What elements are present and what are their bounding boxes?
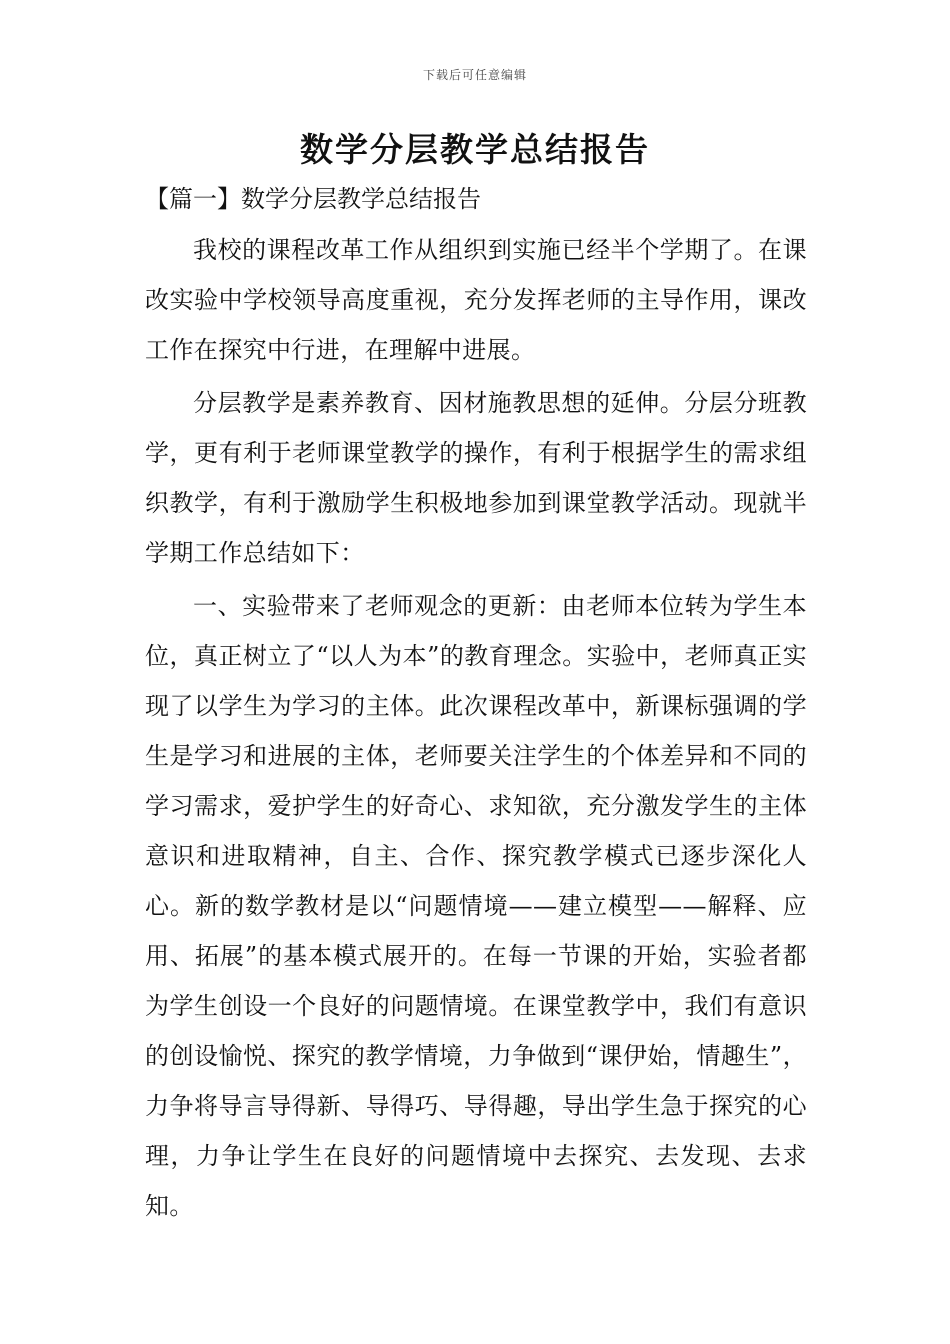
paragraph-2: 分层教学是素养教育、因材施教思想的延伸。分层分班教学，更有利于老师课堂教学的操作，有利于根据学生的需求组织教学，有利于激励学生积极地参加到课堂教学活动。现就半学期工作总结如下：	[145, 389, 807, 567]
document-title: 数学分层教学总结报告	[300, 130, 650, 169]
section-heading: 【篇一】数学分层教学总结报告	[145, 185, 481, 213]
paragraph-3: 一、实验带来了老师观念的更新：由老师本位转为学生本位，真正树立了“以人为本”的教育理念。实验中，老师真正实现了以学生为学习的主体。此次课程改革中，新课标强调的学生是学习和进展的主体，老师要关注学生的个体差异和不同的学习需求，爱护学生的好奇心、求知欲，充分激发学生的主体意识和进取精神，自主、合作、探究教学模式已逐步深化人心。新的数学教材是以“问题情境——建立模型——解释、应用、拓展”的基本模式展开的。在每一节课的开始，实验者都为学生创设一个良好的问题情境。在课堂教学中，我们有意识的创设愉悦、探究的教学情境，力争做到“课伊始，情趣生”，力争将导言导得新、导得巧、导得趣，导出学生急于探究的心理，力争让学生在良好的问题情境中去探究、去发现、去求知。	[145, 592, 807, 1220]
document-body	[145, 225, 807, 1234]
paragraph-1: 我校的课程改革工作从组织到实施已经半个学期了。在课改实验中学校领导高度重视，充分发挥老师的主导作用，课改工作在探究中行进，在理解中进展。	[145, 236, 807, 364]
header-note: 下载后可任意编辑	[422, 68, 527, 82]
